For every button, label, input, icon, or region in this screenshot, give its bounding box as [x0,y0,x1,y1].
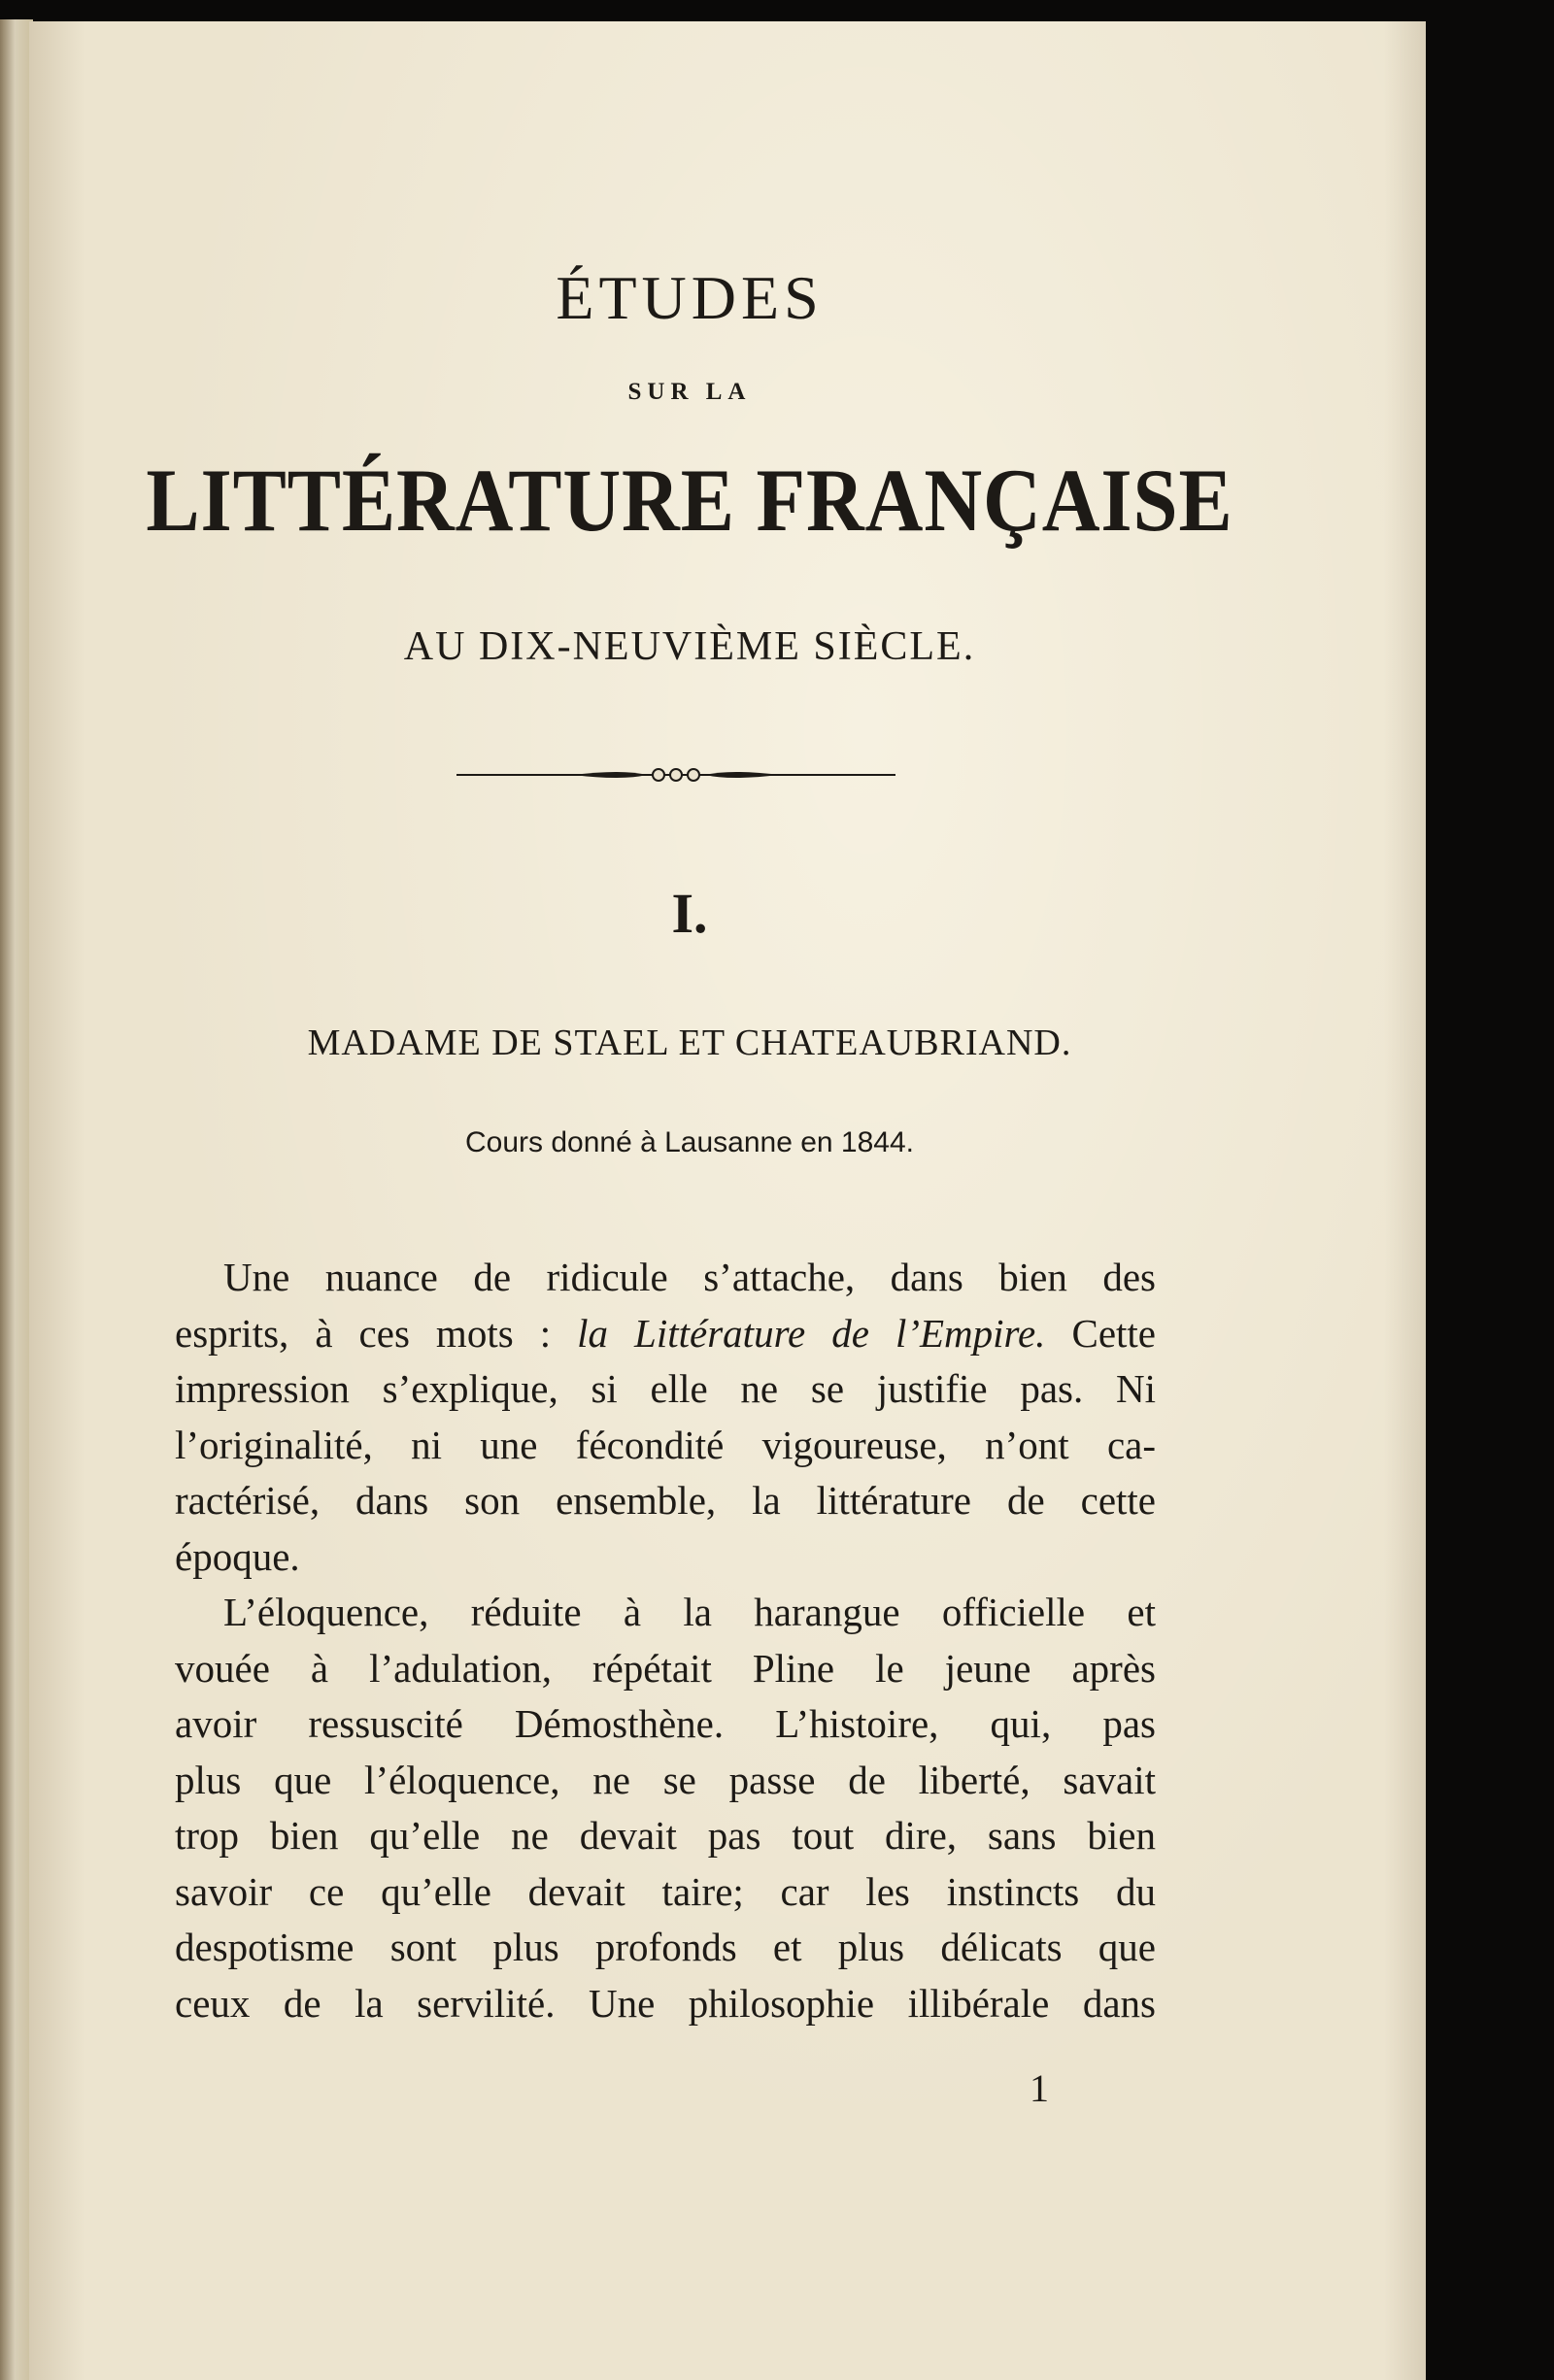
text-line: vouée à l’adulation, répétait Pline le jeune après [175,1645,1156,1691]
text-line: savoir ce qu’elle devait taire; car les instincts du [175,1868,1156,1914]
text-line: trop bien qu’elle ne devait pas tout dire, sans bien [175,1813,1156,1858]
body-text [175,1250,1156,2031]
text-line: ceux de la servilité. Une philosophie illibérale dans [175,1980,1156,2026]
chapter-number: I. [671,882,708,945]
text-line: Une nuance de ridicule s’attache, dans bien des [223,1255,1156,1299]
adjacent-page-edge [0,19,33,2380]
scan-border-top [0,0,1554,21]
text-line: avoir ressuscité Démosthène. L’histoire, qui, pas [175,1701,1156,1746]
ornamental-rule-icon [456,759,895,788]
italic-title: la Littérature de l’Empire. [577,1310,1046,1356]
text-line: impression s’explique, si elle ne se justifie pas. Ni [175,1366,1156,1411]
book-page [29,21,1426,2380]
chapter-note: Cours donné à Lausanne en 1844. [464,1126,915,1158]
text-line: plus que l’éloquence, ne se passe de liberté, savait [175,1757,1156,1802]
scan-border-right [1426,0,1554,2380]
text-line: L’éloquence, réduite à la harangue officielle et [223,1590,1156,1634]
text-line: esprits, à ces mots : la Littérature de l’Empire. Cette [175,1310,1156,1356]
text-line: ractérisé, dans son ensemble, la littérature de cette [175,1478,1156,1523]
text-line: despotisme sont plus profonds et plus délicats que [175,1925,1156,1969]
text-line: époque. [175,1533,300,1579]
title-subtitle: AU DIX-NEUVIÈME SIÈCLE. [403,624,976,669]
page-number: 1 [1030,2066,1049,2110]
title-line-etudes: ÉTUDES [556,263,824,332]
text-line: l’originalité, ni une fécondité vigoureuse, n’ont ca- [175,1422,1156,1467]
title-main: LITTÉRATURE FRANÇAISE [146,451,1233,550]
title-line-sur-la: SUR LA [627,379,752,405]
chapter-title: MADAME DE STAEL ET CHATEAUBRIAND. [307,1022,1072,1063]
